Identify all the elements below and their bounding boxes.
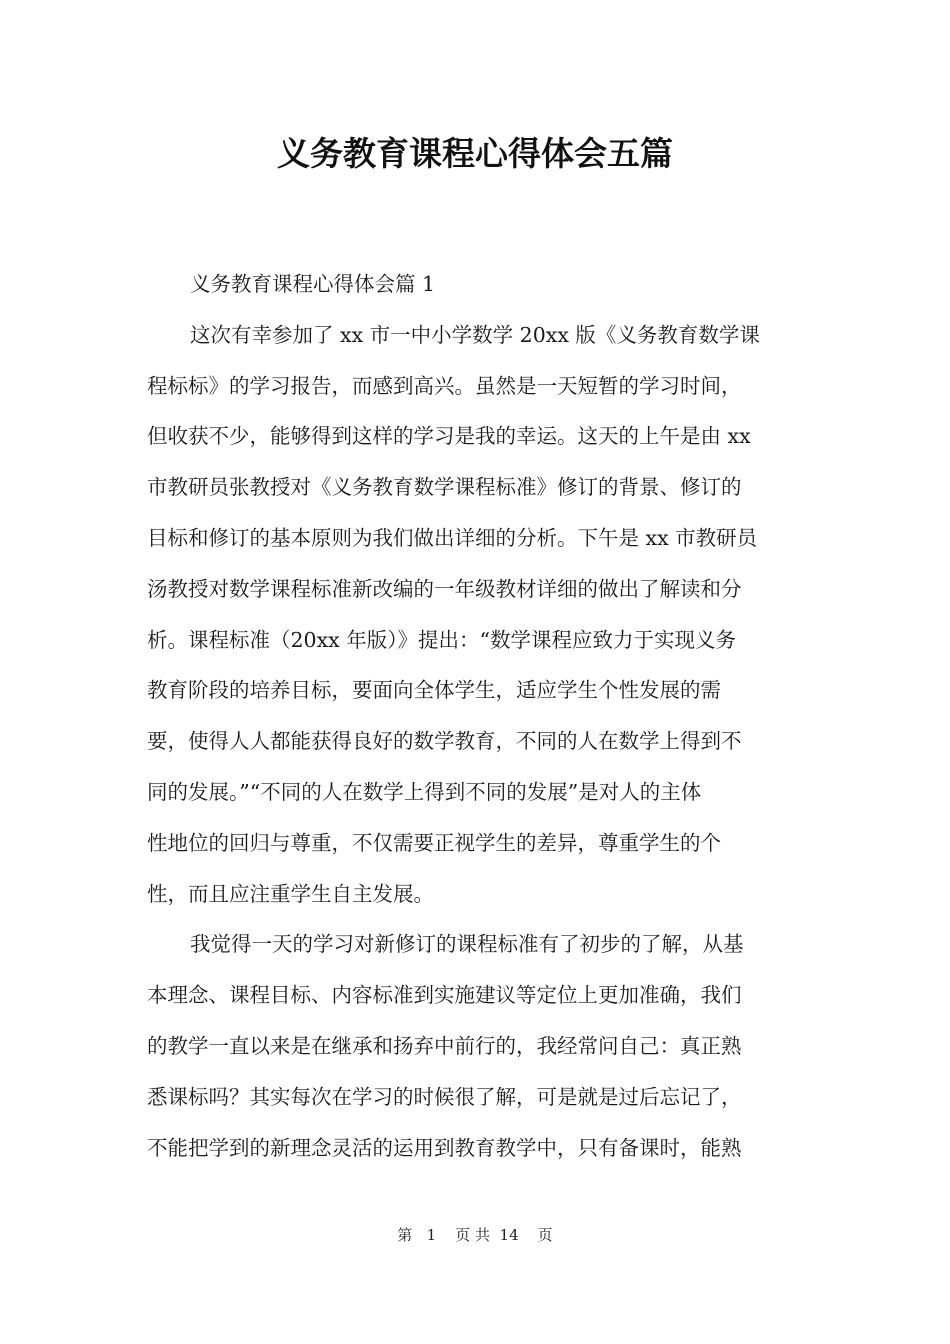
text-line: 目标和修订的基本原则为我们做出详细的分析。下午是 xx 市教研员	[147, 525, 758, 550]
text-line: 我觉得一天的学习对新修订的课程标准有了初步的了解，从基	[190, 932, 744, 957]
document-body	[147, 264, 807, 1178]
text-line: 悉课标吗？其实每次在学习的时候很了解，可是就是过后忘记了，	[147, 1084, 742, 1109]
text-line: 性，而且应注重学生自主发展。	[147, 881, 434, 906]
text-line: 同的发展。”“不同的人在数学上得到不同的发展”是对人的主体	[147, 779, 702, 804]
text-line: 程标标》的学习报告，而感到高兴。虽然是一天短暂的学习时间，	[147, 373, 742, 398]
text-line: 要，使得人人都能获得良好的数学教育，不同的人在数学上得到不	[147, 729, 742, 754]
text-line: 的教学一直以来是在继承和扬弃中前行的，我经常问自己：真正熟	[147, 1033, 742, 1058]
text-line: 义务教育课程心得体会篇 1	[190, 272, 436, 296]
page-footer: 第 1 页 共 14 页	[397, 1226, 553, 1244]
text-line: 这次有幸参加了 xx 市一中小学数学 20xx 版《义务教育数学课	[190, 322, 760, 347]
text-line: 性地位的回归与尊重，不仅需要正视学生的差异，尊重学生的个	[147, 830, 721, 855]
text-line: 但收获不少，能够得到这样的学习是我的幸运。这天的上午是由 xx	[147, 424, 751, 449]
text-line: 教育阶段的培养目标，要面向全体学生，适应学生个性发展的需	[147, 678, 721, 703]
text-line: 本理念、课程目标、内容标准到实施建议等定位上更加准确，我们	[147, 983, 742, 1008]
text-line: 不能把学到的新理念灵活的运用到教育教学中，只有备课时，能熟	[147, 1135, 742, 1160]
text-line: 汤教授对数学课程标准新改编的一年级教材详细的做出了解读和分	[147, 576, 742, 601]
document-title: 义务教育课程心得体会五篇	[277, 134, 673, 173]
text-line: 市教研员张教授对《义务教育数学课程标准》修订的背景、修订的	[147, 475, 742, 500]
text-line: 析。课程标准（20xx 年版）》提出：“数学课程应致力于实现义务	[147, 627, 736, 652]
